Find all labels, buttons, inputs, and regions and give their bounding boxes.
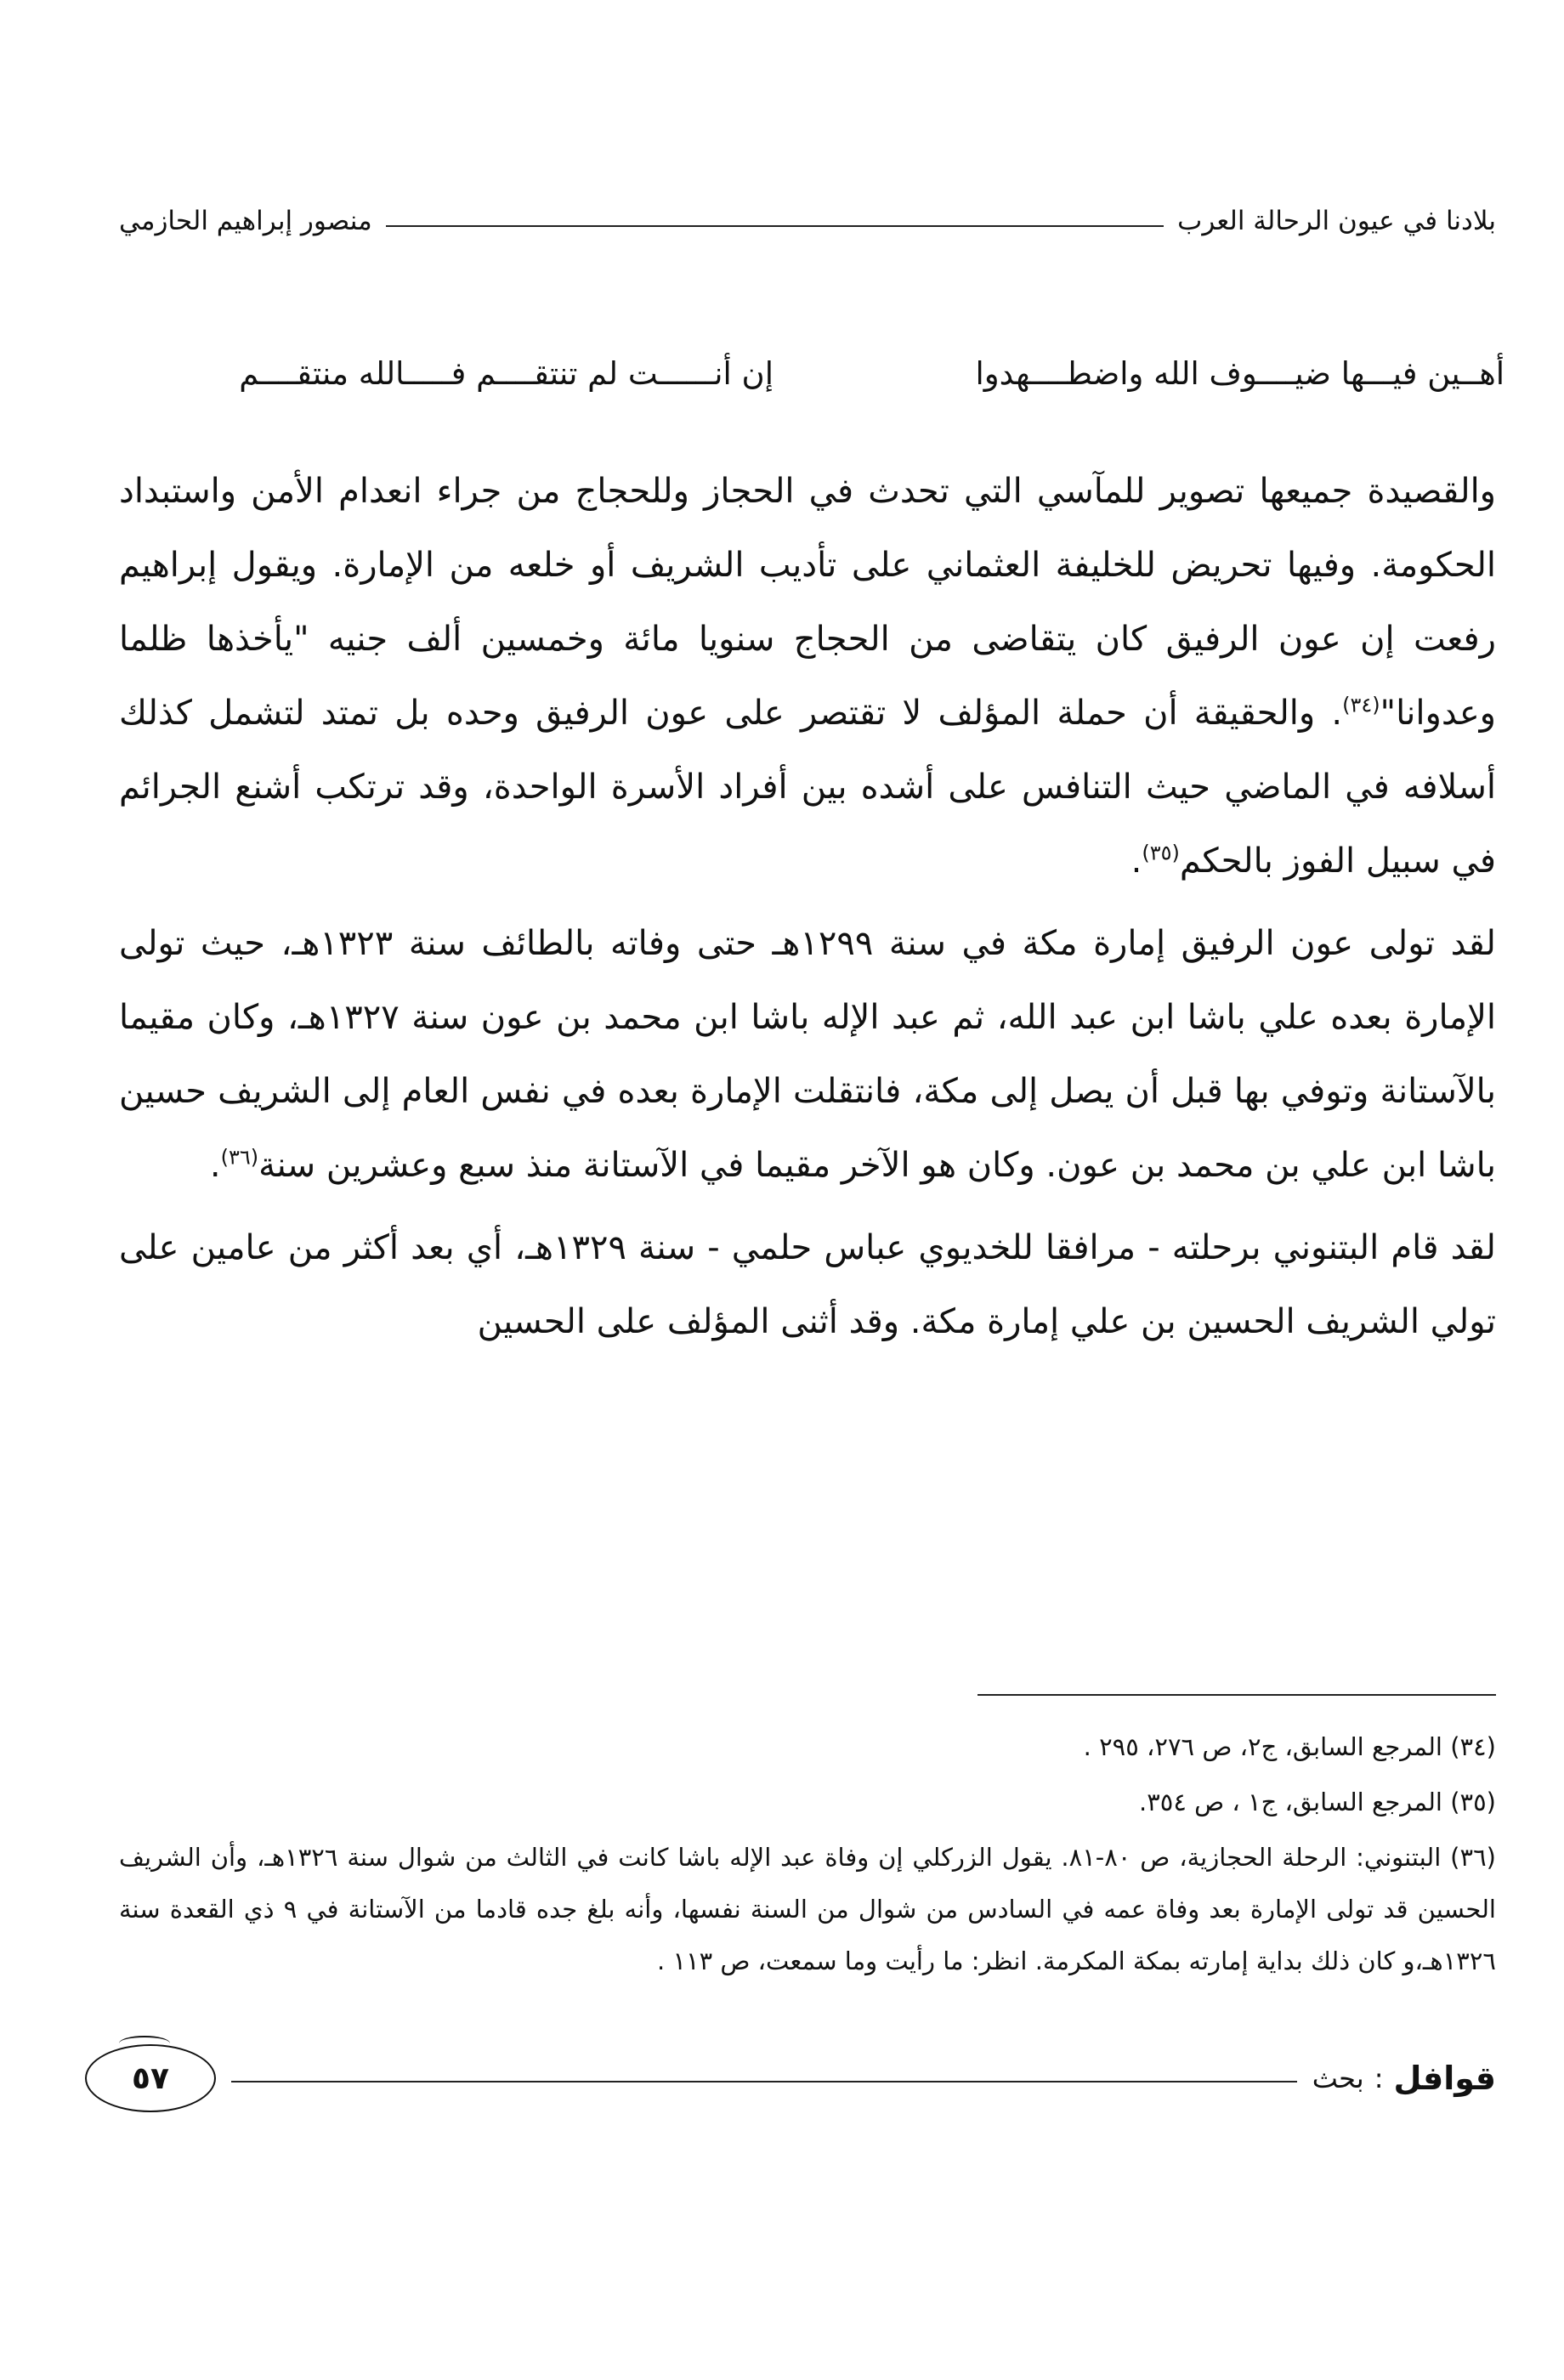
footnote-34: (٣٤) المرجع السابق، ج٢، ص ٢٧٦، ٢٩٥ . <box>1083 1732 1496 1761</box>
running-header <box>119 196 1496 246</box>
main-body <box>119 455 1496 1359</box>
footnote-36: (٣٦) البتنوني: الرحلة الحجازية، ص ٨٠-٨١. يقول الزركلي إن وفاة عبد الإله باشا كانت في الثالث من شوال سنة ١٣٢٦هـ، وأن الشريف الحسين قد تولى الإمارة بعد وفاة عمه في السادس من شوال من السنة نفسها، وأنه بلغ جده قادما من الآستانة في ٩ ذي القعدة سنة ١٣٢٦هـ،و كان ذلك بداية إمارته بمكة المكرمة. انظر: ما رأيت وما سمعت، ص ١١٣ . <box>119 1843 1496 1975</box>
header-rule <box>386 225 1164 227</box>
paragraph-1-text: والقصيدة جميعها تصوير للمآسي التي تحدث في الحجاز وللحجاج من جراء انعدام الأمن واستبداد الحكومة. وفيها تحريض للخليفة العثماني على تأديب الشريف أو خلعه من الإمارة. ويقول إبراهيم رفعت إن عون الرفيق كان يتقاضى من الحجاج سنويا مائة وخمسين ألف جنيه "يأخذها ظلما وعدوانا" <box>119 472 1496 733</box>
journal-name: قوافل <box>1393 2060 1496 2097</box>
footer-rule <box>231 2081 1297 2082</box>
poem-verse <box>51 348 1504 416</box>
verse-hemistich-second: إن أنــــــت لم تنتقــــم فـــــالله منتقــــم <box>239 355 774 392</box>
paragraph-2 <box>119 907 1496 1203</box>
paragraph-1 <box>119 455 1496 898</box>
section-name: بحث <box>1312 2062 1364 2094</box>
footnote-35: (٣٥) المرجع السابق، ج١ ، ص ٣٥٤. <box>1138 1788 1496 1816</box>
paragraph-2-text: لقد تولى عون الرفيق إمارة مكة في سنة ١٢٩٩هـ حتى وفاته بالطائف سنة ١٣٢٣هـ، حيث تولى الإمارة بعده علي باشا ابن عبد الله، ثم عبد الإله باشا ابن محمد بن عون سنة ١٣٢٧هـ، وكان مقيما بالآستانة وتوفي بها قبل أن يصل إلى مكة، فانتقلت الإمارة بعده في نفس العام إلى الشريف حسين باشا ابن علي بن محمد بن عون. وكان هو الآخر مقيما في الآستانة منذ سبع وعشرين سنة <box>119 924 1497 1185</box>
footnote-ref-36: (٣٦) <box>220 1145 259 1170</box>
paragraph-3 <box>119 1211 1496 1359</box>
running-footer <box>85 2036 1496 2121</box>
verse-hemistich-first: أهــين فيـــها ضيــــوف الله واضطــــهدوا <box>975 355 1504 392</box>
book-title: بلادنا في عيون الرحالة العرب <box>1177 206 1496 236</box>
author-name: منصور إبراهيم الحازمي <box>119 206 372 236</box>
page-number-badge <box>85 2044 216 2112</box>
footer-separator: : <box>1374 2062 1384 2094</box>
page-number: ٥٧ <box>132 2060 169 2096</box>
footnote-separator <box>978 1694 1496 1696</box>
footnotes <box>119 1721 1496 1987</box>
paragraph-1-text-b: . والحقيقة أن حملة المؤلف لا تقتصر على عون الرفيق وحده بل تمتد لتشمل كذلك أسلافه في الماضي حيث التنافس على أشده بين أفراد الأسرة الواحدة، وقد ترتكب أشنع الجرائم في سبيل الفوز بالحكم <box>119 694 1496 881</box>
paragraph-3-text: لقد قام البتنوني برحلته - مرافقا للخديوي عباس حلمي - سنة ١٣٢٩هـ، أي بعد أكثر من عامين على تولي الشريف الحسين بن علي إمارة مكة. وقد أثنى المؤلف على الحسين <box>119 1228 1496 1341</box>
paragraph-1-end: . <box>1130 842 1142 881</box>
paragraph-2-end: . <box>209 1146 221 1185</box>
footnote-ref-35: (٣٥) <box>1142 841 1180 865</box>
footnote-ref-34: (٣٤) <box>1342 693 1380 717</box>
